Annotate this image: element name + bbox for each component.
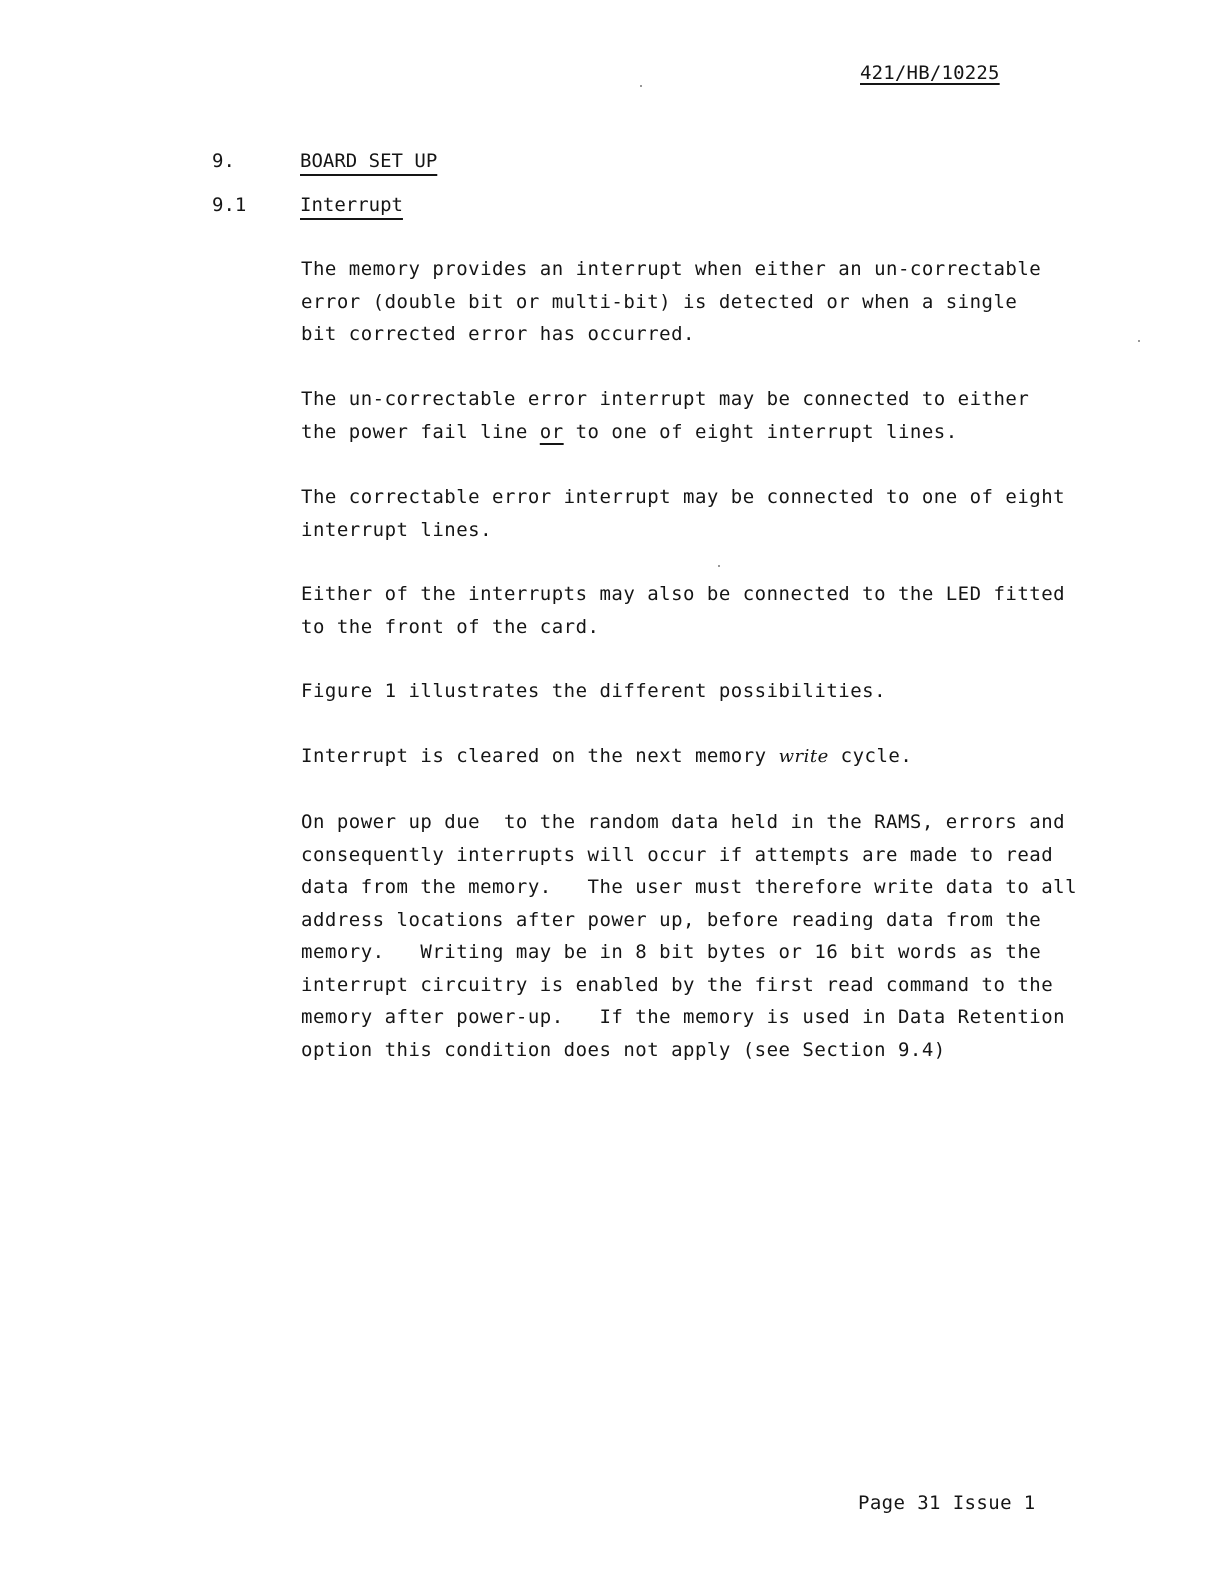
text-line: The correctable error interrupt may be connected to one of eight <box>301 486 1066 508</box>
text-fragment: cycle. <box>828 745 913 767</box>
text-line: option this condition does not apply (see Section 9.4) <box>301 1038 946 1061</box>
scan-speck <box>640 85 642 87</box>
text-line: error (double bit or multi-bit) is detected or when a single <box>301 290 1018 313</box>
text-line <box>301 416 1061 449</box>
text-line: memory. Writing may be in 8 bit bytes or 16 bit words as the <box>301 941 1042 963</box>
paragraph-interrupt-overview <box>301 253 1061 351</box>
paragraph-power-up-condition <box>301 806 1078 1066</box>
text-line: address locations after power up, before reading data from the <box>301 908 1042 931</box>
text-line: consequently interrupts will occur if attempts are made to read <box>301 843 1054 866</box>
text-line: The un-correctable error interrupt may be connected to either <box>301 388 1030 410</box>
text-line: The memory provides an interrupt when either an un-correctable <box>301 258 1042 280</box>
emphasis-or: or <box>539 420 564 443</box>
text-line: to the front of the card. <box>301 615 600 638</box>
scan-speck <box>1138 340 1140 342</box>
text-line: Figure 1 illustrates the different possibilities. <box>301 680 887 702</box>
paragraph-interrupt-clear <box>301 740 1061 774</box>
paragraph-uncorrectable-interrupt <box>301 383 1061 448</box>
text-line: interrupt lines. <box>301 518 493 541</box>
text-fragment: the power fail line <box>301 420 540 443</box>
text-fragment: to one of eight interrupt lines. <box>563 420 958 443</box>
paragraph-figure-reference <box>301 675 1061 708</box>
text-line: Either of the interrupts may also be connected to the LED fitted <box>301 583 1066 605</box>
text-line <box>301 740 1061 774</box>
section-number: 9. <box>212 150 235 172</box>
page-footer: Page 31 Issue 1 <box>858 1492 1036 1514</box>
scan-speck <box>718 565 720 567</box>
paragraph-correctable-interrupt <box>301 481 1066 546</box>
text-fragment: Interrupt is cleared on the next memory <box>301 745 779 767</box>
section-title: BOARD SET UP <box>300 150 438 172</box>
subsection-number: 9.1 <box>212 194 247 216</box>
text-line: data from the memory. The user must therefore write data to all <box>301 876 1078 898</box>
document-reference: 421/HB/10225 <box>860 62 1000 84</box>
handwritten-correction: write <box>778 746 829 767</box>
text-line: interrupt circuitry is enabled by the first read command to the <box>301 973 1054 996</box>
paragraph-led-connection <box>301 578 1066 643</box>
text-line: bit corrected error has occurred. <box>301 323 695 345</box>
text-line: On power up due to the random data held in the RAMS, errors and <box>301 811 1066 833</box>
text-line: memory after power-up. If the memory is used in Data Retention <box>301 1006 1066 1028</box>
subsection-title: Interrupt <box>300 194 403 216</box>
